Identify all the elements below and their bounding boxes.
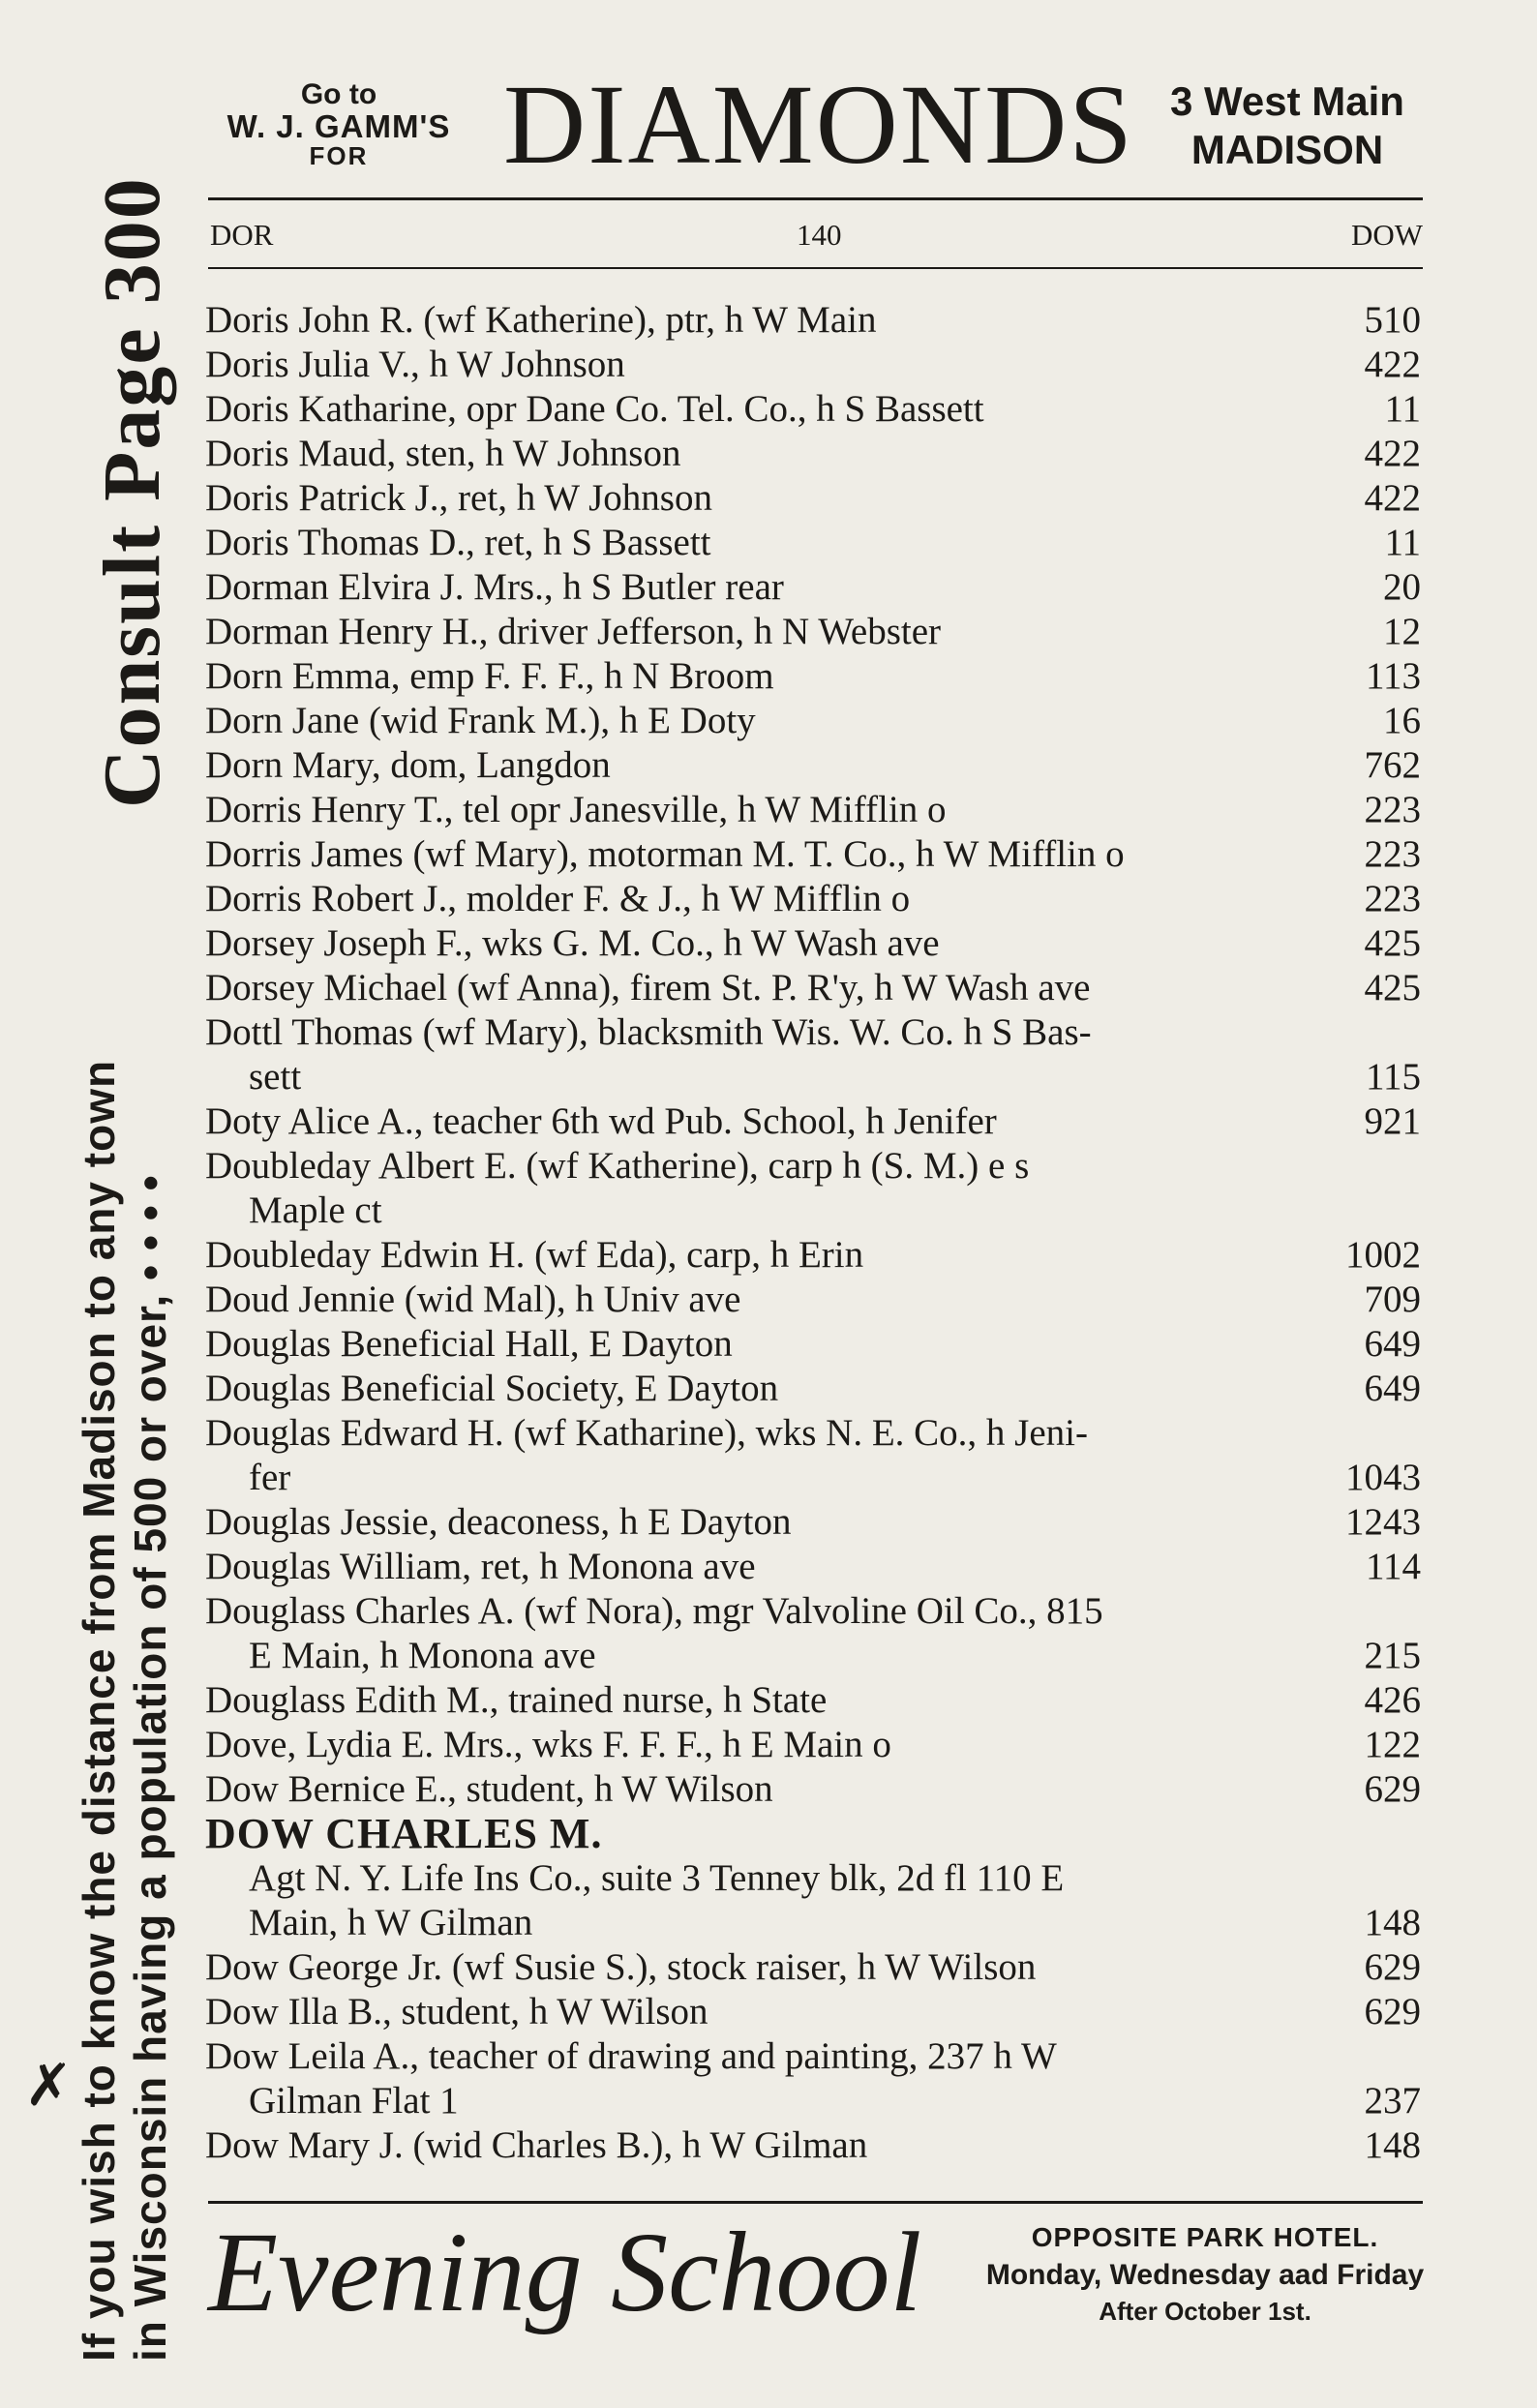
entry-name: Dorman Henry H., driver Jefferson, h N Webster xyxy=(205,611,942,652)
entry-name: Dorris James (wf Mary), motorman M. T. Co., h W Mifflin o xyxy=(205,833,1125,875)
directory-entry xyxy=(205,1589,1427,1678)
directory-entry xyxy=(205,832,1427,877)
directory-entry xyxy=(205,2034,1427,2123)
entry-name: Douglas William, ret, h Monona ave xyxy=(205,1546,756,1587)
house-number: 1043 xyxy=(1345,1457,1421,1498)
entry-name: Dorman Elvira J. Mrs., h S Butler rear xyxy=(205,566,784,608)
directory-entry xyxy=(205,1367,1427,1411)
directory-entry xyxy=(205,1411,1427,1500)
directory-entry xyxy=(205,654,1427,699)
house-number: 1002 xyxy=(1345,1234,1421,1276)
directory-entry xyxy=(205,966,1427,1010)
entry-name: Dow Illa B., student, h W Wilson xyxy=(205,1991,708,2032)
house-number: 11 xyxy=(1384,522,1421,563)
directory-entry xyxy=(205,565,1427,610)
entry-name: Douglass Charles A. (wf Nora), mgr Valvoline Oil Co., 815 xyxy=(205,1590,1103,1632)
directory-entry xyxy=(205,521,1427,565)
directory-entry xyxy=(205,1233,1427,1278)
directory-entry xyxy=(205,387,1427,432)
entry-name: Dorris Henry T., tel opr Janesville, h W Mifflin o xyxy=(205,789,947,830)
entry-name: Doubleday Edwin H. (wf Eda), carp, h Erin xyxy=(205,1234,864,1276)
house-number: 629 xyxy=(1364,1768,1421,1810)
page-number: 140 xyxy=(797,218,842,252)
directory-entry xyxy=(205,877,1427,921)
directory-entry xyxy=(205,1945,1427,1990)
directory-entry xyxy=(205,432,1427,476)
entry-name: Douglas Jessie, deaconess, h E Dayton xyxy=(205,1501,792,1543)
entry-continuation: E Main, h Monona ave xyxy=(249,1635,596,1676)
entry-name: Dove, Lydia E. Mrs., wks F. F. F., h E Main o xyxy=(205,1724,891,1765)
directory-entry xyxy=(205,743,1427,788)
house-number: 709 xyxy=(1364,1279,1421,1320)
address-street: 3 West Main xyxy=(1170,78,1404,124)
entry-name: Dorris Robert J., molder F. & J., h W Mifflin o xyxy=(205,878,911,919)
entry-name: Doris John R. (wf Katherine), ptr, h W Main xyxy=(205,299,877,341)
directory-entry xyxy=(205,699,1427,743)
directory-entry xyxy=(205,1678,1427,1723)
directory-entry xyxy=(205,2123,1427,2168)
house-number: 215 xyxy=(1364,1635,1421,1676)
house-number: 422 xyxy=(1364,344,1421,385)
house-number: 422 xyxy=(1364,477,1421,519)
directory-entry xyxy=(205,1856,1427,1945)
entry-name: Doris Thomas D., ret, h S Bassett xyxy=(205,522,711,563)
directory-entry xyxy=(205,610,1427,654)
header-divider xyxy=(208,267,1423,269)
pencil-mark-icon: ✗ xyxy=(24,2052,74,2120)
directory-entry xyxy=(205,1723,1427,1767)
house-number: 223 xyxy=(1364,789,1421,830)
diamonds-advertisement xyxy=(208,61,1428,194)
entry-name: Doubleday Albert E. (wf Katherine), carp h (S. M.) e s xyxy=(205,1145,1030,1187)
entry-name: Dottl Thomas (wf Mary), blacksmith Wis. W. Co. h S Bas- xyxy=(205,1011,1092,1053)
address-city: MADISON xyxy=(1190,126,1384,172)
house-number: 148 xyxy=(1364,1902,1421,1943)
entry-name: Doris Julia V., h W Johnson xyxy=(205,344,625,385)
directory-entry xyxy=(205,1990,1427,2034)
entry-name: Dow George Jr. (wf Susie S.), stock raiser, h W Wilson xyxy=(205,1946,1037,1988)
entry-name: Doris Maud, sten, h W Johnson xyxy=(205,433,681,474)
entry-continuation: Maple ct xyxy=(249,1189,382,1231)
directory-entry xyxy=(205,1010,1427,1099)
house-number: 122 xyxy=(1364,1724,1421,1765)
running-head-right: DOW xyxy=(1350,218,1423,252)
entry-name: Dorn Emma, emp F. F. F., h N Broom xyxy=(205,655,774,697)
entry-name: Dorsey Michael (wf Anna), firem St. P. R'y, h W Wash ave xyxy=(205,967,1091,1008)
entry-heading xyxy=(205,1812,1427,1856)
directory-entry xyxy=(205,1322,1427,1367)
entry-continuation: sett xyxy=(249,1056,302,1098)
distance-ad-line2: in Wisconsin having a population of 500 or over, • • • • xyxy=(125,1174,175,2362)
directory-entry xyxy=(205,788,1427,832)
directory-entry xyxy=(205,921,1427,966)
house-number: 425 xyxy=(1364,967,1421,1008)
evening-school-details xyxy=(978,2219,1432,2329)
house-number: 762 xyxy=(1364,744,1421,786)
entry-continuation: Gilman Flat 1 xyxy=(249,2080,459,2122)
entry-name: Dow Mary J. (wid Charles B.), h W Gilman xyxy=(205,2124,868,2166)
entry-name: Dorn Mary, dom, Langdon xyxy=(205,744,611,786)
for-text: FOR xyxy=(309,141,369,171)
entry-name: DOW CHARLES M. xyxy=(205,1810,603,1857)
house-number: 115 xyxy=(1365,1056,1421,1098)
house-number: 649 xyxy=(1364,1323,1421,1365)
house-number: 11 xyxy=(1384,388,1421,430)
store-address xyxy=(1147,77,1428,173)
entry-name: Dorn Jane (wid Frank M.), h E Doty xyxy=(205,700,756,741)
evening-school-headline: Evening School xyxy=(208,2209,922,2335)
entry-name: Douglas Beneficial Society, E Dayton xyxy=(205,1368,779,1409)
distance-ad-line1: If you wish to know the distance from Madison to any town xyxy=(74,1059,124,2362)
house-number: 114 xyxy=(1365,1546,1421,1587)
directory-entry xyxy=(205,1545,1427,1589)
house-number: 12 xyxy=(1383,611,1421,652)
directory-entry xyxy=(205,1099,1427,1144)
top-divider xyxy=(208,197,1423,200)
house-number: 113 xyxy=(1365,655,1421,697)
directory-entry xyxy=(205,1767,1427,1812)
diamonds-headline: DIAMONDS xyxy=(503,61,1134,188)
entry-name: Doud Jennie (wid Mal), h Univ ave xyxy=(205,1279,741,1320)
evening-school-advertisement xyxy=(208,2209,1432,2337)
house-number: 629 xyxy=(1364,1991,1421,2032)
start-date-text: After October 1st. xyxy=(1099,2297,1311,2327)
consult-page-ad: Consult Page 300 xyxy=(87,176,177,808)
bottom-divider xyxy=(208,2201,1423,2204)
entry-continuation: fer xyxy=(249,1457,291,1498)
entry-name: Doris Patrick J., ret, h W Johnson xyxy=(205,477,712,519)
house-number: 649 xyxy=(1364,1368,1421,1409)
store-name: W. J. GAMM'S xyxy=(226,107,451,144)
directory-entry xyxy=(205,298,1427,343)
house-number: 148 xyxy=(1364,2124,1421,2166)
house-number: 16 xyxy=(1383,700,1421,741)
house-number: 237 xyxy=(1364,2080,1421,2122)
entry-name: Dow Bernice E., student, h W Wilson xyxy=(205,1768,773,1810)
entry-name: Doty Alice A., teacher 6th wd Pub. School, h Jenifer xyxy=(205,1100,997,1142)
house-number: 20 xyxy=(1383,566,1421,608)
entry-name: Agt N. Y. Life Ins Co., suite 3 Tenney blk, 2d fl 110 E xyxy=(249,1857,1065,1899)
entry-name: Douglas Beneficial Hall, E Dayton xyxy=(205,1323,733,1365)
house-number: 1243 xyxy=(1345,1501,1421,1543)
entry-name: Douglas Edward H. (wf Katharine), wks N. E. Co., h Jeni- xyxy=(205,1412,1088,1454)
directory-entry xyxy=(205,1278,1427,1322)
schedule-text: Monday, Wednesday aad Friday xyxy=(985,2258,1425,2291)
house-number: 223 xyxy=(1364,833,1421,875)
directory-entries xyxy=(205,298,1427,2168)
entry-name: Doris Katharine, opr Dane Co. Tel. Co., h S Bassett xyxy=(205,388,984,430)
running-head xyxy=(208,218,1423,256)
house-number: 510 xyxy=(1364,299,1421,341)
house-number: 223 xyxy=(1364,878,1421,919)
directory-entry xyxy=(205,1144,1427,1233)
house-number: 921 xyxy=(1364,1100,1421,1142)
directory-entry xyxy=(205,1500,1427,1545)
entry-continuation: Main, h W Gilman xyxy=(249,1902,533,1943)
directory-entry xyxy=(205,343,1427,387)
entry-name: Dow Leila A., teacher of drawing and painting, 237 h W xyxy=(205,2035,1057,2077)
gamm-label xyxy=(208,79,469,169)
house-number: 629 xyxy=(1364,1946,1421,1988)
entry-name: Douglass Edith M., trained nurse, h State xyxy=(205,1679,828,1721)
house-number: 425 xyxy=(1364,922,1421,964)
directory-entry xyxy=(205,476,1427,521)
location-text: OPPOSITE PARK HOTEL. xyxy=(1031,2222,1379,2252)
house-number: 426 xyxy=(1364,1679,1421,1721)
running-head-left: DOR xyxy=(210,218,274,252)
goto-text: Go to xyxy=(300,78,377,110)
house-number: 422 xyxy=(1364,433,1421,474)
entry-name: Dorsey Joseph F., wks G. M. Co., h W Wash ave xyxy=(205,922,940,964)
